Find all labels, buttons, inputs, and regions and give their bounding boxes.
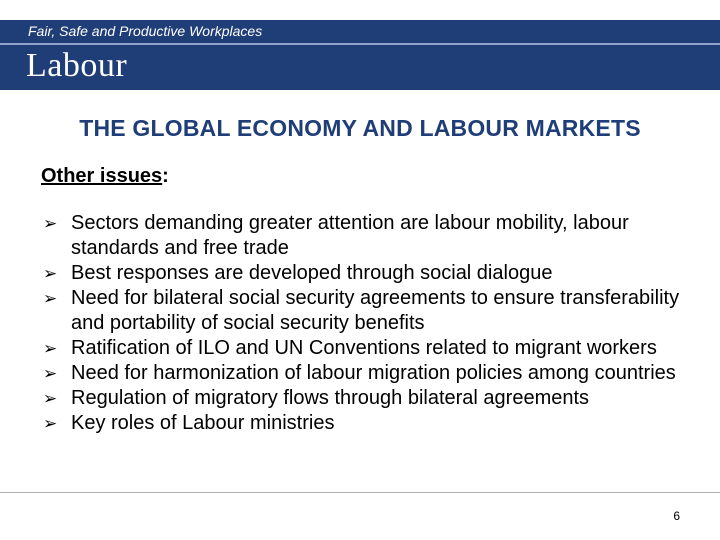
slide-title: THE GLOBAL ECONOMY AND LABOUR MARKETS bbox=[79, 115, 641, 141]
subheading-colon: : bbox=[162, 165, 169, 187]
arrow-bullet-icon: ➢ bbox=[43, 264, 58, 283]
list-item bbox=[43, 361, 693, 386]
list-item bbox=[43, 286, 693, 336]
tagline: Fair, Safe and Productive Workplaces bbox=[28, 23, 263, 39]
arrow-bullet-icon: ➢ bbox=[43, 339, 58, 358]
bullet-text: Regulation of migratory flows through bilateral agreements bbox=[71, 387, 590, 409]
arrow-bullet-icon: ➢ bbox=[43, 414, 58, 433]
bullet-text: Need for harmonization of labour migration policies among countries bbox=[71, 362, 676, 384]
bullet-text: Key roles of Labour ministries bbox=[71, 412, 335, 434]
bullet-list bbox=[43, 211, 693, 436]
arrow-bullet-icon: ➢ bbox=[43, 364, 58, 383]
bullet-text: Best responses are developed through social dialogue bbox=[71, 262, 553, 284]
subheading-text: Other issues bbox=[41, 165, 163, 187]
arrow-bullet-icon: ➢ bbox=[43, 389, 58, 408]
list-item bbox=[43, 211, 693, 261]
list-item bbox=[43, 386, 693, 411]
arrow-bullet-icon: ➢ bbox=[43, 214, 58, 233]
bullet-text: Ratification of ILO and UN Conventions related to migrant workers bbox=[71, 337, 657, 359]
bullet-text: Need for bilateral social security agreements to ensure transferability and portability of social security benefits bbox=[71, 287, 680, 334]
list-item bbox=[43, 411, 693, 436]
brand-title: Labour bbox=[26, 47, 128, 84]
footer-divider bbox=[0, 492, 720, 493]
header-banner bbox=[0, 0, 720, 90]
bullet-text: Sectors demanding greater attention are labour mobility, labour standards and free trade bbox=[71, 212, 629, 259]
subheading bbox=[41, 165, 169, 188]
arrow-bullet-icon: ➢ bbox=[43, 289, 58, 308]
page-number: 6 bbox=[673, 509, 680, 523]
list-item bbox=[43, 336, 693, 361]
list-item bbox=[43, 261, 693, 286]
